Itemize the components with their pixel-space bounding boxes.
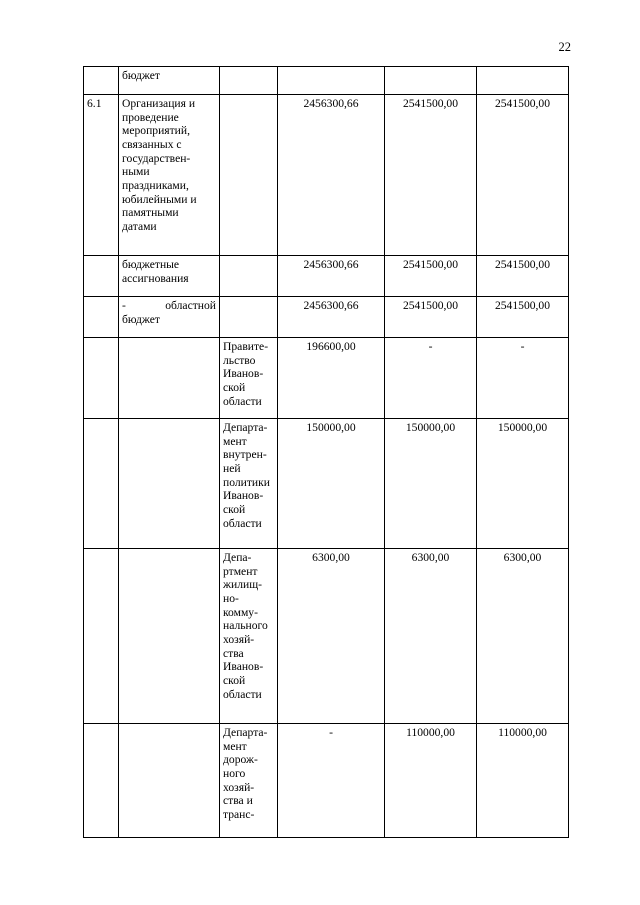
table-row <box>84 549 569 724</box>
item-name <box>119 338 220 419</box>
item-name: бюджет <box>119 67 220 95</box>
row-number <box>84 67 119 95</box>
row-number: 6.1 <box>84 95 119 256</box>
value-year-1: 2456300,66 <box>278 297 385 338</box>
value-year-3: 2541500,00 <box>477 256 569 297</box>
value-year-3: 6300,00 <box>477 549 569 724</box>
row-number <box>84 256 119 297</box>
value-year-1: 2456300,66 <box>278 95 385 256</box>
value-year-3: 2541500,00 <box>477 95 569 256</box>
item-name: бюджетные ассигнования <box>119 256 220 297</box>
table-row <box>84 724 569 838</box>
executor: Правите- льство Иванов- ской области <box>220 338 278 419</box>
value-year-2: 110000,00 <box>385 724 477 838</box>
executor: Депа- ртмент жилищ- но- комму- нального хозяй- ства Иванов- ской области <box>220 549 278 724</box>
row-number <box>84 297 119 338</box>
table-row <box>84 256 569 297</box>
value-year-1: 2456300,66 <box>278 256 385 297</box>
item-name <box>119 419 220 549</box>
table-row <box>84 297 569 338</box>
value-year-1: 6300,00 <box>278 549 385 724</box>
item-name: - областной бюджет <box>119 297 220 338</box>
budget-table <box>83 66 569 838</box>
value-year-3: 110000,00 <box>477 724 569 838</box>
value-year-2: 2541500,00 <box>385 297 477 338</box>
value-year-3: 2541500,00 <box>477 297 569 338</box>
row-number <box>84 419 119 549</box>
value-year-1: 150000,00 <box>278 419 385 549</box>
value-year-1: - <box>278 724 385 838</box>
row-number <box>84 338 119 419</box>
table-row <box>84 95 569 256</box>
item-name <box>119 549 220 724</box>
table-row <box>84 419 569 549</box>
executor <box>220 297 278 338</box>
value-year-2: - <box>385 338 477 419</box>
table-row <box>84 338 569 419</box>
value-year-3 <box>477 67 569 95</box>
executor <box>220 256 278 297</box>
executor <box>220 67 278 95</box>
table-row <box>84 67 569 95</box>
value-year-2: 2541500,00 <box>385 95 477 256</box>
item-name <box>119 724 220 838</box>
value-year-2: 2541500,00 <box>385 256 477 297</box>
value-year-1: 196600,00 <box>278 338 385 419</box>
value-year-3: 150000,00 <box>477 419 569 549</box>
executor: Департа- мент внутрен- ней политики Иванов- ской области <box>220 419 278 549</box>
value-year-2: 6300,00 <box>385 549 477 724</box>
value-year-2 <box>385 67 477 95</box>
executor <box>220 95 278 256</box>
row-number <box>84 549 119 724</box>
row-number <box>84 724 119 838</box>
item-name: Организация и проведение мероприятий, связанных с государствен- ными праздниками, юбилейными и памятными датами <box>119 95 220 256</box>
executor: Департа- мент дорож- ного хозяй- ства и транс- <box>220 724 278 838</box>
value-year-3: - <box>477 338 569 419</box>
value-year-1 <box>278 67 385 95</box>
page-number: 22 <box>558 40 571 54</box>
value-year-2: 150000,00 <box>385 419 477 549</box>
